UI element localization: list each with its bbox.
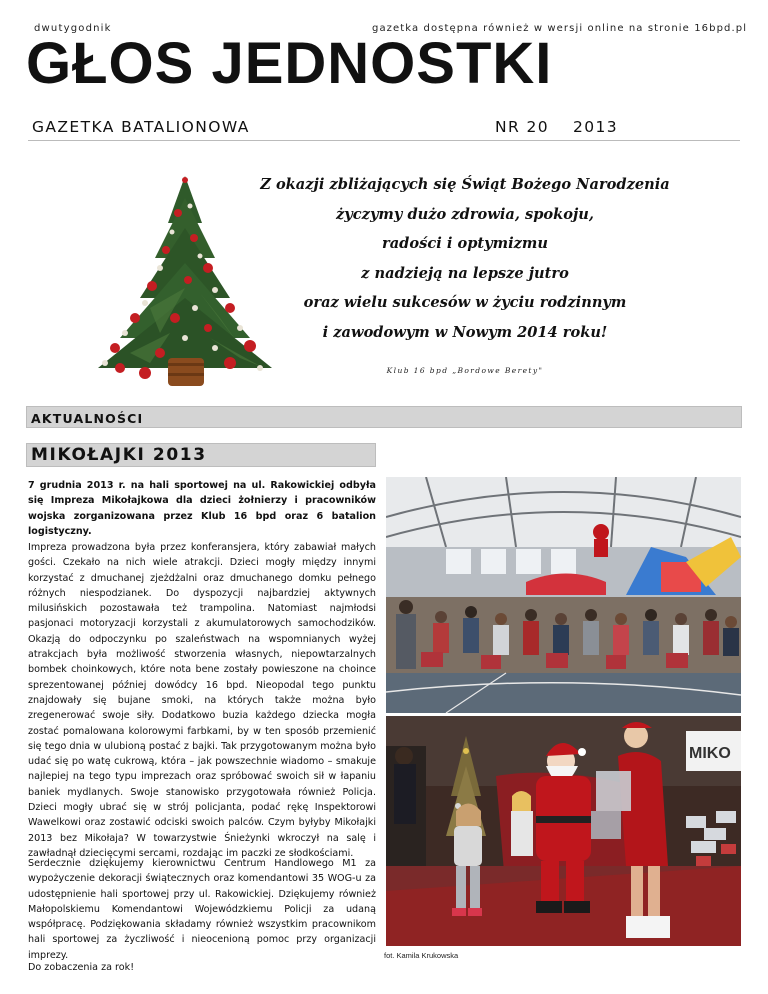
- article-closing: Do zobaczenia za rok!: [28, 962, 135, 973]
- greeting-line: życzymy dużo zdrowia, spokoju,: [336, 205, 594, 223]
- article-lead: 7 grudnia 2013 r. na hali sportowej na ul. Rakowickiej odbyła się Impreza Mikołajkowa dla dzieci żołnierzy i pracowników wojska zorganizowana przez Klub 16 bpd oraz 6 batalion logistyczny.: [28, 480, 376, 537]
- greeting-signature: Klub 16 bpd „Bordowe Berety": [386, 366, 544, 375]
- section-header: [26, 406, 742, 428]
- section-label: AKTUALNOŚCI: [31, 411, 144, 426]
- article-title-bar: [26, 443, 376, 467]
- issue-number: NR 20: [495, 118, 550, 136]
- greeting-line: radości i optymizmu: [382, 235, 548, 252]
- article-thanks: Serdecznie dziękujemy kierownictwu Centrum Handlowego M1 za wypożyczenie dekoracji świątecznych oraz komendantowi 35 WOG-u za udostępnienie hali sportowej przy ul. Rakowickiej. Dziękujemy również Małopolskiemu Komendantowi Wojewódzkiemu Policji za udaną współpracę. Podziękowania składamy również wszystkim pracownikom hali sportowej za życzliwość i nieocenioną pomoc przy organizacji imprezy.: [28, 858, 376, 961]
- frequency-label: dwutygodnik: [34, 23, 112, 34]
- newsletter-subtitle: GAZETKA BATALIONOWA: [32, 118, 250, 136]
- article-title: MIKOŁAJKI 2013: [31, 445, 207, 465]
- issue-info: [495, 118, 642, 136]
- article-body: Impreza prowadzona była przez konferansjera, który zabawiał małych gości. Czekało na nich wiele atrakcji. Dzieci mogły między innymi korzystać z dmuchanej zjeżdżalni oraz dmuchanego domku pełnego różnych niespodzianek. Do dyspozycji najbardziej aktywnych milusińskich pozostawała też trampolina. Natomiast najmłodsi pasjonaci motoryzacji korzystali z akumulatorowych samochodzików. Okazją do odpoczynku po szaleństwach na wspomnianych wyżej atrakcjach była możliwość stworzenia własnych, niepowtarzalnych bombek choinkowych, które nota bene zostały powieszone na choince sprezentowanej później dowódcy 16 bpd. Nieopodal tego punktu znajdowały się bujane smoki, na których także można było zregenerować swoje siły. Dodatkowo buzia każdego dziecka mogła zostać pomalowana kolorowymi farbkami, by w ten sposób przemienić się tego dnia w ulubioną postać z bajki. Tak przygotowanym można było udać się po watę cukrową, która – jak powszechnie wiadomo – smakuje najlepiej na tego typu imprezach oraz spróbować swoich sił w łapaniu baniek mydlanych. Swoje stanowisko przygotowała również Policja. Dzieci mogły ubrać się w strój policjanta, podać rękę Inspektorowi Wawelkowi oraz zostawić odciski swoich palców. Czym byłyby Mikołajki 2013 bez Mikołaja? W towarzystwie Śnieżynki wkroczył na salę i zawładnął dziecięcymi sercami, rozdając im paczki ze słodkościami.: [28, 542, 376, 859]
- header-rule: [28, 140, 740, 141]
- photo-credit: fot. Kamila Krukowska: [384, 951, 459, 960]
- issue-year: 2013: [573, 118, 619, 136]
- masthead-title: GŁOS JEDNOSTKI: [26, 31, 553, 96]
- holiday-greeting: [245, 170, 685, 347]
- greeting-line: Z okazji zbliżających się Świąt Bożego Narodzenia: [260, 176, 670, 193]
- event-hall-photo: [386, 477, 741, 713]
- santa-photo: [386, 716, 741, 946]
- greeting-line: oraz wielu sukcesów w życiu rodzinnym: [303, 294, 627, 311]
- banner-text: MIKO: [689, 745, 731, 762]
- greeting-line: z nadzieją na lepsze jutro: [361, 264, 569, 282]
- greeting-line: i zawodowym w Nowym 2014 roku!: [322, 323, 608, 341]
- online-note: gazetka dostępna również w wersji online na stronie 16bpd.pl: [372, 23, 748, 34]
